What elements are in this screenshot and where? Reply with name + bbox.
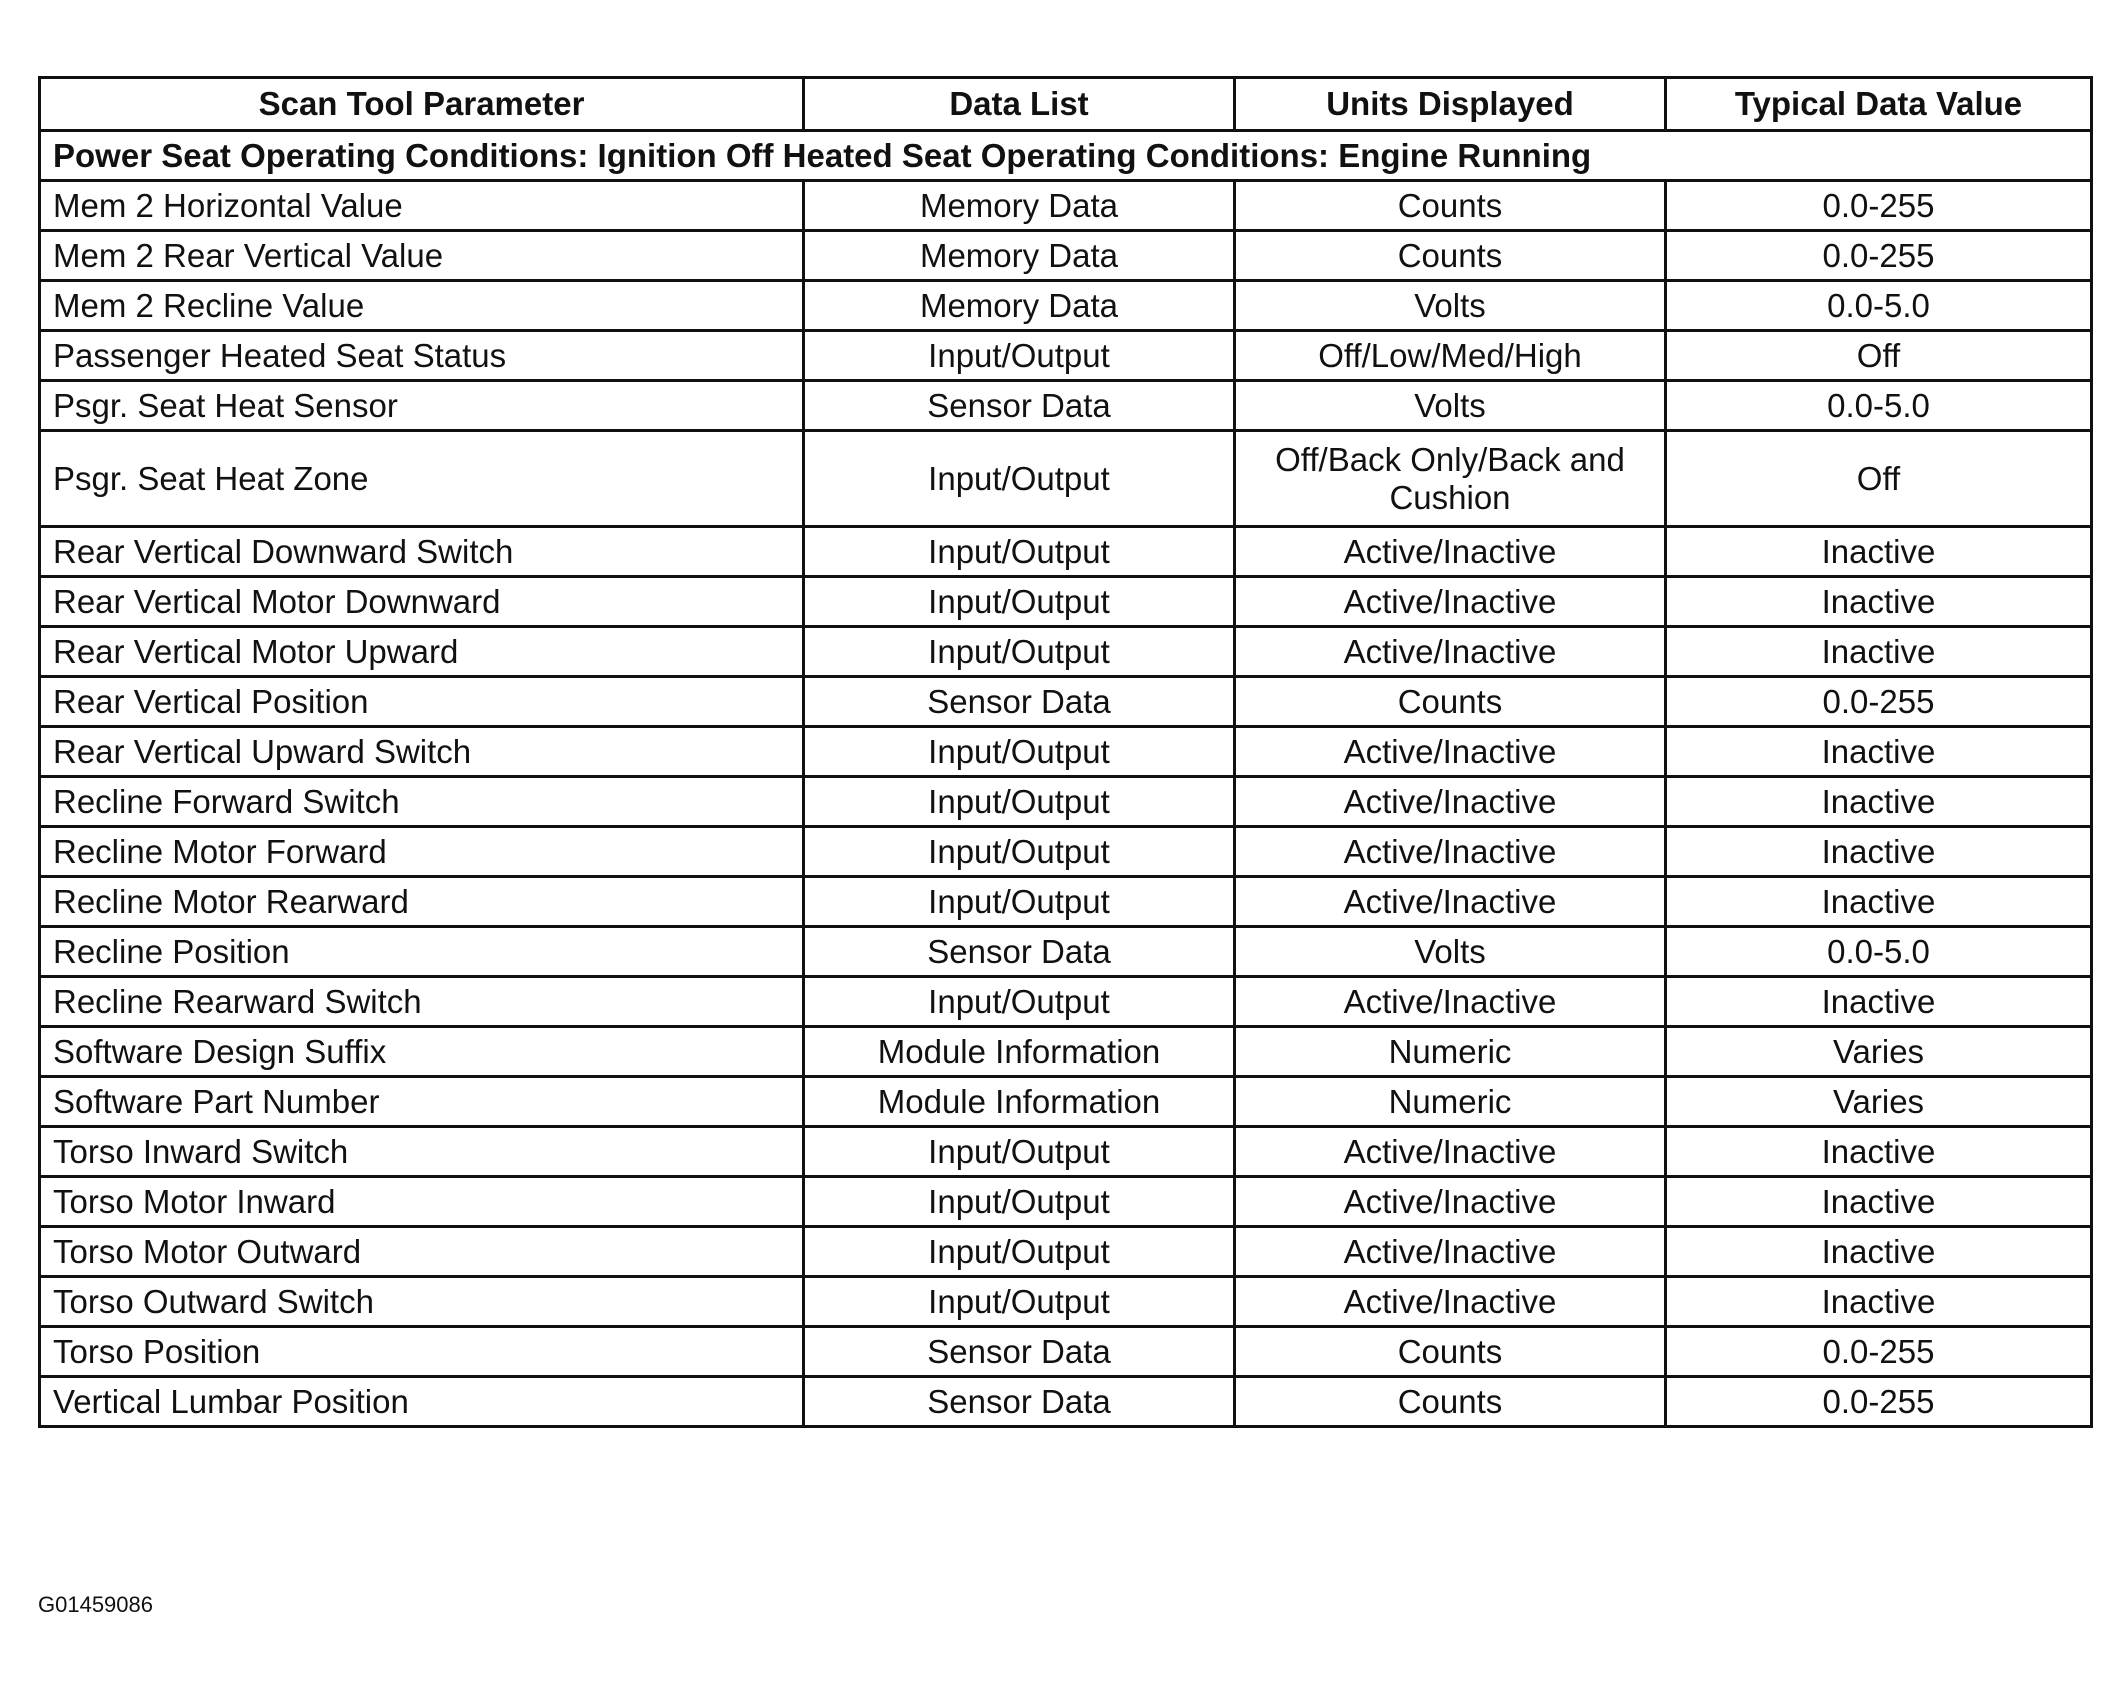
cell-typical-value: Inactive	[1666, 727, 2092, 777]
cell-units: Volts	[1235, 281, 1666, 331]
cell-parameter: Recline Motor Rearward	[40, 877, 804, 927]
cell-parameter: Torso Motor Outward	[40, 1227, 804, 1277]
table-row	[40, 727, 2092, 777]
table-row	[40, 381, 2092, 431]
figure-id: G01459086	[38, 1592, 153, 1617]
cell-units: Active/Inactive	[1235, 1277, 1666, 1327]
cell-parameter: Vertical Lumbar Position	[40, 1377, 804, 1427]
cell-parameter: Passenger Heated Seat Status	[40, 331, 804, 381]
cell-data-list: Sensor Data	[804, 927, 1235, 977]
header-scan-tool-parameter: Scan Tool Parameter	[40, 78, 804, 131]
table-row	[40, 527, 2092, 577]
table-row	[40, 1377, 2092, 1427]
table-row	[40, 1077, 2092, 1127]
cell-units: Active/Inactive	[1235, 827, 1666, 877]
table-row	[40, 627, 2092, 677]
cell-typical-value: 0.0-5.0	[1666, 381, 2092, 431]
table-header-row	[40, 78, 2092, 131]
cell-parameter: Mem 2 Rear Vertical Value	[40, 231, 804, 281]
cell-units: Volts	[1235, 927, 1666, 977]
cell-data-list: Input/Output	[804, 777, 1235, 827]
table-row	[40, 977, 2092, 1027]
cell-typical-value: Inactive	[1666, 1127, 2092, 1177]
cell-data-list: Memory Data	[804, 281, 1235, 331]
table-row	[40, 331, 2092, 381]
header-data-list: Data List	[804, 78, 1235, 131]
cell-data-list: Module Information	[804, 1027, 1235, 1077]
cell-parameter: Software Part Number	[40, 1077, 804, 1127]
cell-typical-value: Varies	[1666, 1077, 2092, 1127]
cell-typical-value: 0.0-255	[1666, 231, 2092, 281]
cell-parameter: Recline Rearward Switch	[40, 977, 804, 1027]
cell-units: Active/Inactive	[1235, 1127, 1666, 1177]
cell-parameter: Mem 2 Recline Value	[40, 281, 804, 331]
cell-typical-value: Inactive	[1666, 877, 2092, 927]
cell-parameter: Rear Vertical Motor Downward	[40, 577, 804, 627]
section-row	[40, 131, 2092, 181]
cell-parameter: Recline Motor Forward	[40, 827, 804, 877]
cell-typical-value: Inactive	[1666, 1277, 2092, 1327]
table-row	[40, 281, 2092, 331]
cell-units: Numeric	[1235, 1027, 1666, 1077]
cell-units: Active/Inactive	[1235, 577, 1666, 627]
cell-data-list: Input/Output	[804, 977, 1235, 1027]
cell-parameter: Torso Outward Switch	[40, 1277, 804, 1327]
cell-typical-value: Inactive	[1666, 627, 2092, 677]
cell-parameter: Rear Vertical Position	[40, 677, 804, 727]
cell-data-list: Sensor Data	[804, 1327, 1235, 1377]
header-units-displayed: Units Displayed	[1235, 78, 1666, 131]
cell-parameter: Recline Forward Switch	[40, 777, 804, 827]
cell-data-list: Input/Output	[804, 1127, 1235, 1177]
cell-parameter: Rear Vertical Downward Switch	[40, 527, 804, 577]
cell-data-list: Input/Output	[804, 877, 1235, 927]
cell-typical-value: Inactive	[1666, 777, 2092, 827]
cell-data-list: Sensor Data	[804, 381, 1235, 431]
cell-typical-value: Off	[1666, 431, 2092, 527]
section-title: Power Seat Operating Conditions: Ignition Off Heated Seat Operating Conditions: Engine Running	[40, 131, 2092, 181]
cell-typical-value: Inactive	[1666, 827, 2092, 877]
cell-units: Counts	[1235, 181, 1666, 231]
cell-units: Active/Inactive	[1235, 1227, 1666, 1277]
cell-typical-value: 0.0-255	[1666, 1377, 2092, 1427]
table-row	[40, 1227, 2092, 1277]
cell-parameter: Rear Vertical Motor Upward	[40, 627, 804, 677]
cell-data-list: Input/Output	[804, 827, 1235, 877]
cell-units: Off/Low/Med/High	[1235, 331, 1666, 381]
cell-units: Active/Inactive	[1235, 777, 1666, 827]
cell-parameter: Software Design Suffix	[40, 1027, 804, 1077]
cell-data-list: Input/Output	[804, 431, 1235, 527]
cell-parameter: Torso Motor Inward	[40, 1177, 804, 1227]
cell-data-list: Input/Output	[804, 331, 1235, 381]
cell-units: Numeric	[1235, 1077, 1666, 1127]
cell-data-list: Input/Output	[804, 1277, 1235, 1327]
table-row	[40, 777, 2092, 827]
cell-units: Counts	[1235, 1327, 1666, 1377]
cell-units: Active/Inactive	[1235, 977, 1666, 1027]
cell-parameter: Rear Vertical Upward Switch	[40, 727, 804, 777]
table-row	[40, 927, 2092, 977]
cell-data-list: Input/Output	[804, 1177, 1235, 1227]
table-row	[40, 827, 2092, 877]
cell-parameter: Psgr. Seat Heat Zone	[40, 431, 804, 527]
cell-typical-value: 0.0-255	[1666, 677, 2092, 727]
cell-typical-value: Inactive	[1666, 527, 2092, 577]
cell-data-list: Module Information	[804, 1077, 1235, 1127]
cell-data-list: Memory Data	[804, 231, 1235, 281]
cell-typical-value: 0.0-255	[1666, 1327, 2092, 1377]
cell-units: Active/Inactive	[1235, 527, 1666, 577]
cell-data-list: Memory Data	[804, 181, 1235, 231]
cell-typical-value: 0.0-255	[1666, 181, 2092, 231]
table-row	[40, 1327, 2092, 1377]
cell-parameter: Torso Position	[40, 1327, 804, 1377]
cell-typical-value: 0.0-5.0	[1666, 927, 2092, 977]
cell-units: Off/Back Only/Back and Cushion	[1235, 431, 1666, 527]
cell-units: Active/Inactive	[1235, 877, 1666, 927]
table-row	[40, 1127, 2092, 1177]
cell-data-list: Input/Output	[804, 527, 1235, 577]
cell-typical-value: Inactive	[1666, 1227, 2092, 1277]
cell-data-list: Input/Output	[804, 1227, 1235, 1277]
cell-units: Volts	[1235, 381, 1666, 431]
scan-tool-data-table	[38, 76, 2093, 1428]
cell-data-list: Input/Output	[804, 627, 1235, 677]
table-row	[40, 877, 2092, 927]
table-row	[40, 1177, 2092, 1227]
table-row	[40, 231, 2092, 281]
cell-units: Counts	[1235, 231, 1666, 281]
cell-data-list: Input/Output	[804, 577, 1235, 627]
table-body	[40, 131, 2092, 1427]
cell-typical-value: Varies	[1666, 1027, 2092, 1077]
scan-tool-data-table-container	[38, 76, 2090, 1428]
table-row	[40, 431, 2092, 527]
header-typical-data-value: Typical Data Value	[1666, 78, 2092, 131]
cell-typical-value: Off	[1666, 331, 2092, 381]
cell-units: Active/Inactive	[1235, 627, 1666, 677]
cell-typical-value: Inactive	[1666, 977, 2092, 1027]
cell-parameter: Mem 2 Horizontal Value	[40, 181, 804, 231]
table-row	[40, 577, 2092, 627]
cell-data-list: Sensor Data	[804, 677, 1235, 727]
cell-typical-value: Inactive	[1666, 1177, 2092, 1227]
cell-units: Counts	[1235, 1377, 1666, 1427]
cell-parameter: Psgr. Seat Heat Sensor	[40, 381, 804, 431]
table-row	[40, 1277, 2092, 1327]
cell-parameter: Recline Position	[40, 927, 804, 977]
table-row	[40, 677, 2092, 727]
cell-parameter: Torso Inward Switch	[40, 1127, 804, 1177]
table-row	[40, 181, 2092, 231]
cell-units: Active/Inactive	[1235, 1177, 1666, 1227]
cell-data-list: Sensor Data	[804, 1377, 1235, 1427]
cell-typical-value: 0.0-5.0	[1666, 281, 2092, 331]
cell-typical-value: Inactive	[1666, 577, 2092, 627]
cell-units: Active/Inactive	[1235, 727, 1666, 777]
cell-units: Counts	[1235, 677, 1666, 727]
cell-data-list: Input/Output	[804, 727, 1235, 777]
table-row	[40, 1027, 2092, 1077]
